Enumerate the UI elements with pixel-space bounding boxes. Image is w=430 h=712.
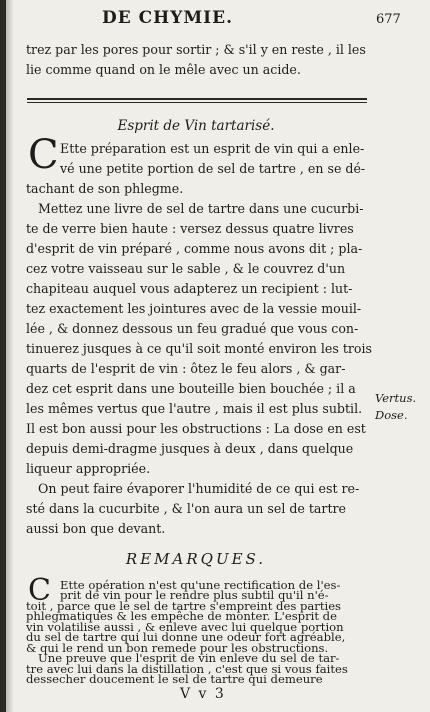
text-line: vé une petite portion de sel de tartre , en se dé- [60,161,366,176]
text-line: Mettez une livre de sel de tartre dans une cucurbi- [38,201,364,216]
text-line: d'esprit de vin préparé , comme nous avons dit ; pla- [26,241,363,256]
text-line: du sel de tartre qui lui donne une odeur fort agréable, [26,630,346,645]
text-line: prit de vin pour le rendre plus subtil qu'il n'é- [60,588,329,603]
text-line: vin volatilise aussi , & enleve avec lui quelque portion [26,619,344,634]
text-line: lie comme quand on le mêle avec un acide. [26,62,301,77]
text-line: trez par les pores pour sortir ; & s'il y en reste , il les [26,42,366,57]
running-head: DE CHYMIE. [102,8,233,28]
margin-note-dose: Dose. [375,408,408,422]
text-line: lée , & donnez dessous un feu gradué que vous con- [26,321,359,336]
text-line: cez votre vaisseau sur le sable , & le couvrez d'un [26,261,346,276]
text-line: tre avec lui dans la distillation , c'est que si vous faites [26,661,348,676]
book-page [6,0,430,712]
text-line: Une preuve que l'esprit de vin enleve du sel de tar- [38,651,340,666]
text-line: tinuerez jusques à ce qu'il soit monté environ les trois [26,341,372,356]
text-line: dessecher doucement le sel de tartre qui demeure [26,672,323,686]
page-header [6,6,430,36]
text-line: & qui le rend un bon remede pour les obstructions. [26,640,329,655]
text-line: aussi bon que devant. [26,521,166,536]
page-number: 677 [376,12,401,27]
section-rule [27,102,367,103]
text-line: phlegmatiques & les empêche de monter. L'esprit de [26,609,337,624]
text-line: Ette préparation est un esprit de vin qui a enle- [60,141,365,156]
text-line: dez cet esprit dans une bouteille bien bouchée ; il a [26,381,356,396]
text-line: toit , parce que le sel de tartre s'empreint des parties [26,598,342,613]
text-line: sté dans la cucurbite , & l'on aura un sel de tartre [26,501,346,516]
text-line: liqueur appropriée. [26,461,151,476]
text-line: te de verre bien haute : versez dessus quatre livres [26,221,354,236]
text-line: depuis demi-dragme jusques à deux , dans quelque [26,441,354,456]
text-line: tez exactement les jointures avec de la vessie mouil- [26,301,362,316]
section-title: Esprit de Vin tartarisé. [117,118,275,134]
text-line: les mêmes vertus que l'autre , mais il est plus subtil. [26,401,363,416]
signature-mark: V v 3 [180,686,226,702]
text-line: On peut faire évaporer l'humidité de ce qui est re- [38,481,360,496]
page-gutter-shadow [6,0,14,712]
text-line: Ette opération n'est qu'une rectification de l'es- [60,578,341,592]
drop-cap: C [28,573,51,608]
margin-note-vertus: Vertus. [375,391,417,405]
text-line: Il est bon aussi pour les obstructions : La dose en est [26,421,366,436]
text-line: quarts de l'esprit de vin : ôtez le feu alors , & gar- [26,361,346,376]
remarques-heading: REMARQUES. [125,550,267,568]
section-rule [27,98,367,100]
text-line: tachant de son phlegme. [26,181,184,196]
text-line: chapiteau auquel vous adapterez un recipient : lut- [26,281,353,296]
drop-cap: C [28,132,59,178]
